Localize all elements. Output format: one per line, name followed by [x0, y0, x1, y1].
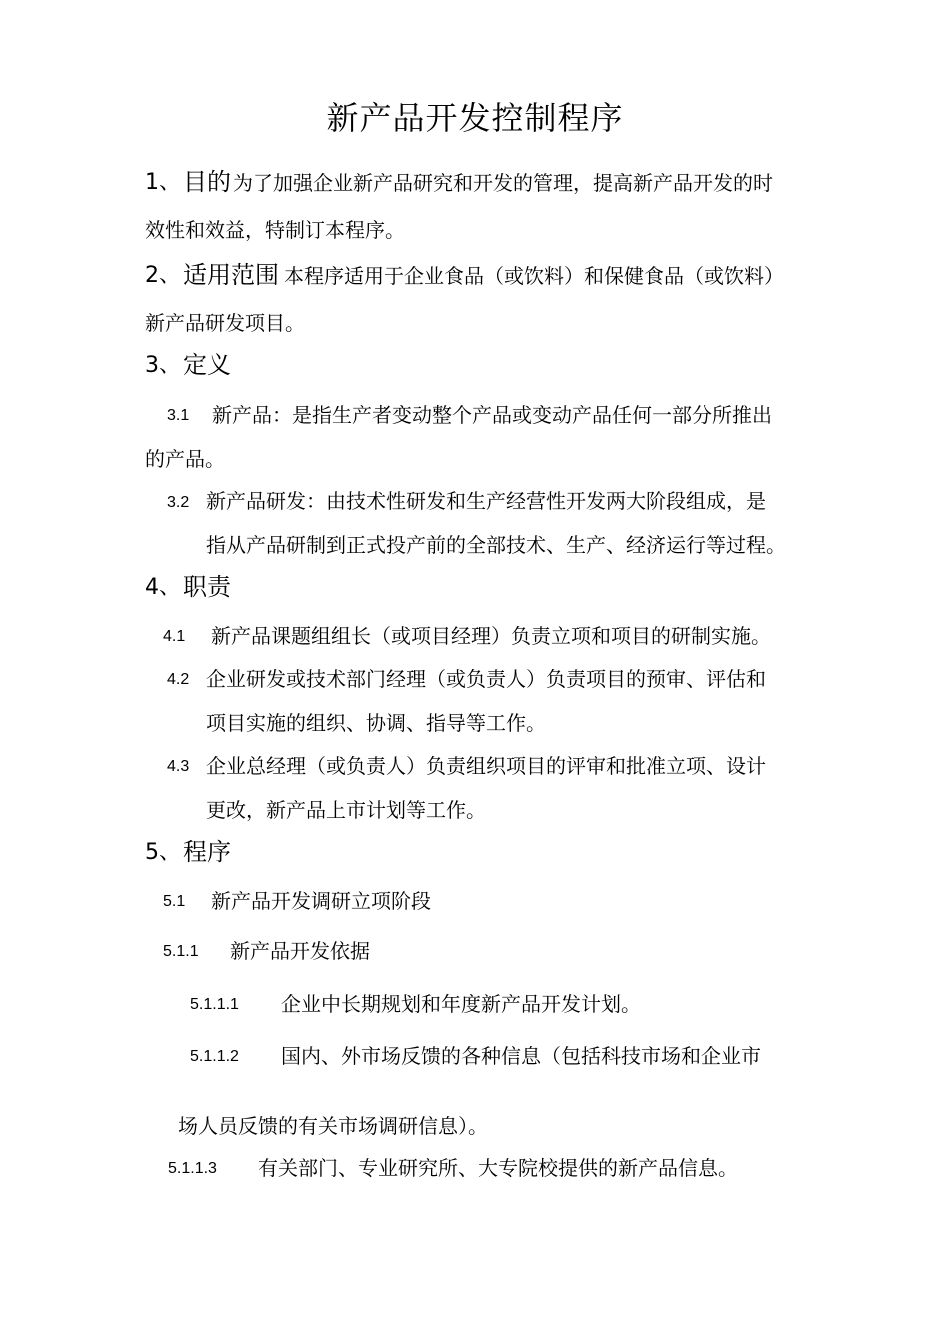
item-5-1-1-1-number: 5.1.1.1 — [190, 996, 239, 1013]
section-2-heading: 适用范围 — [183, 261, 279, 289]
section-5-heading: 程序 — [183, 838, 231, 866]
document-title: 新产品开发控制程序 — [326, 99, 624, 137]
section-5-number: 5、 — [145, 840, 181, 865]
section-3-number: 3、 — [145, 353, 181, 378]
item-5-1-number: 5.1 — [163, 893, 186, 910]
item-5-1-text: 新产品开发调研立项阶段 — [211, 889, 431, 913]
item-3-1-line1: 新产品：是指生产者变动整个产品或变动产品任何一部分所推出 — [212, 403, 772, 427]
section-1-number: 1、 — [145, 170, 181, 195]
item-5-1-1-2-line1: 国内、外市场反馈的各种信息（包括科技市场和企业市 — [281, 1044, 761, 1068]
section-1-text-line1: 为了加强企业新产品研究和开发的管理，提高新产品开发的时 — [233, 171, 773, 195]
item-4-2-line2: 项目实施的组织、协调、指导等工作。 — [206, 711, 546, 735]
section-4-number: 4、 — [145, 575, 181, 600]
item-5-1-1-3-line1: 有关部门、专业研究所、大专院校提供的新产品信息。 — [258, 1156, 738, 1180]
item-3-1-number: 3.1 — [167, 407, 190, 424]
item-5-1-1-number: 5.1.1 — [163, 943, 199, 960]
section-2-number: 2、 — [145, 263, 181, 288]
section-3-heading: 定义 — [183, 351, 231, 379]
item-5-1-1-2-number: 5.1.1.2 — [190, 1048, 239, 1065]
item-4-3-line1: 企业总经理（或负责人）负责组织项目的评审和批准立项、设计 — [206, 754, 766, 778]
item-5-1-1-2-line2: 场人员反馈的有关市场调研信息）。 — [178, 1114, 488, 1138]
item-4-1-line1: 新产品课题组组长（或项目经理）负责立项和项目的研制实施。 — [211, 624, 771, 648]
section-1-text-line2: 效性和效益，特制订本程序。 — [145, 218, 405, 242]
section-4-heading: 职责 — [183, 573, 231, 601]
item-5-1-1-text: 新产品开发依据 — [230, 939, 370, 963]
item-3-1-line2: 的产品。 — [145, 447, 225, 471]
item-3-2-line2: 指从产品研制到正式投产前的全部技术、生产、经济运行等过程。 — [206, 533, 786, 557]
item-3-2-line1: 新产品研发：由技术性研发和生产经营性开发两大阶段组成，是 — [206, 489, 766, 513]
section-2-text-line1: 本程序适用于企业食品（或饮料）和保健食品（或饮料） — [284, 264, 784, 288]
item-4-3-line2: 更改，新产品上市计划等工作。 — [206, 798, 486, 822]
item-4-2-line1: 企业研发或技术部门经理（或负责人）负责项目的预审、评估和 — [206, 667, 766, 691]
item-4-3-number: 4.3 — [167, 758, 190, 775]
item-5-1-1-1-line1: 企业中长期规划和年度新产品开发计划。 — [281, 992, 641, 1016]
item-4-1-number: 4.1 — [163, 628, 186, 645]
section-2-text-line2: 新产品研发项目。 — [145, 311, 305, 335]
item-3-2-number: 3.2 — [167, 494, 190, 511]
item-5-1-1-3-number: 5.1.1.3 — [168, 1160, 217, 1177]
section-1-heading: 目的 — [183, 168, 231, 196]
item-4-2-number: 4.2 — [167, 671, 190, 688]
